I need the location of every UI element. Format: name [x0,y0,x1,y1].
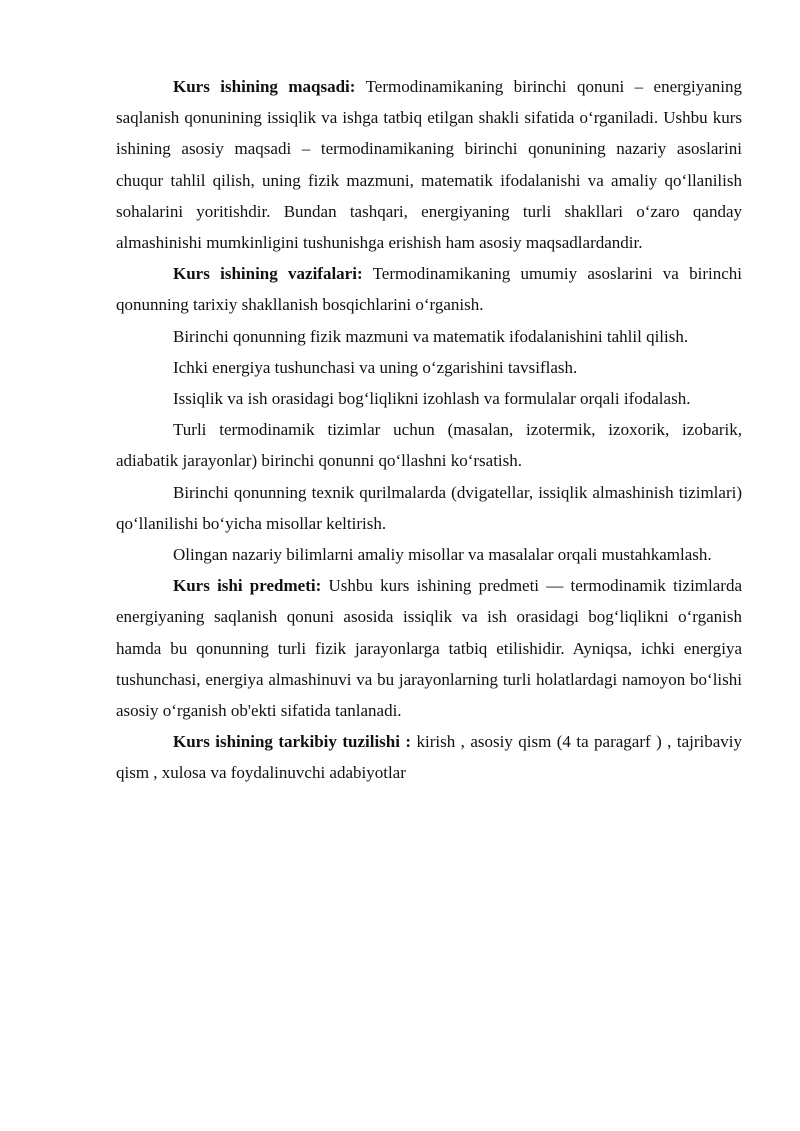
task-item [116,352,742,383]
task-item [116,414,742,476]
task-text: Birinchi qonunning fizik mazmuni va matematik ifodalanishini tahlil qilish. [173,326,689,346]
task-item [116,539,742,570]
heading-tuzilishi: Kurs ishining tarkibiy tuzilishi : [173,732,412,752]
heading-predmeti: Kurs ishi predmeti: [173,576,322,596]
paragraph-maqsadi [116,71,742,258]
task-item [116,321,742,352]
task-text: Birinchi qonunning texnik qurilmalarda (dvigatellar, issiqlik almashinish tizimlari) qo‘llanilishi bo‘yicha misollar keltirish. [116,482,742,533]
task-text: Olingan nazariy bilimlarni amaliy misollar va masalalar orqali mustahkamlash. [173,545,712,565]
text-predmeti: Ushbu kurs ishining predmeti — termodinamik tizimlarda energiyaning saqlanish qonuni asosida issiqlik va ish orasidagi bog‘liqlikni o‘rganish hamda bu qonunning turli fizik jarayonlarga tatbiq etilishidir. Ayniqsa, ichki energiya tushunchasi, energiya almashinuvi va bu jarayonlarning turli holatlardagi namoyon bo‘lishi asosiy o‘rganish ob'ekti sifatida tanlanadi. [116,576,742,721]
task-text: Issiqlik va ish orasidagi bog‘liqlikni izohlash va formulalar orqali ifodalash. [173,389,691,409]
paragraph-predmeti [116,570,742,726]
heading-vazifalari: Kurs ishining vazifalari: [173,264,363,284]
task-item [116,383,742,414]
task-text: Turli termodinamik tizimlar uchun (masalan, izotermik, izoxorik, izobarik, adiabatik jarayonlar) birinchi qonunni qo‘llashni ko‘rsatish. [116,420,742,471]
text-tuzilishi: kirish , asosiy qism (4 ta paragarf ) , tajribaviy qism , xulosa va foydalinuvchi adabiyotlar [116,732,743,783]
paragraph-vazifalari [116,258,742,320]
task-text: Ichki energiya tushunchasi va uning o‘zgarishini tavsiflash. [173,357,578,377]
text-vazifalari: Termodinamikaning umumiy asoslarini va birinchi qonunning tarixiy shakllanish bosqichlarini o‘rganish. [116,264,742,315]
task-item [116,477,742,539]
paragraph-tuzilishi [116,726,742,788]
heading-maqsadi: Kurs ishining maqsadi: [173,77,356,96]
text-maqsadi: Termodinamikaning birinchi qonuni – energiyaning saqlanish qonunining issiqlik va ishga tatbiq etilgan shakli sifatida o‘rganiladi. Ushbu kurs ishining asosiy maqsadi – termodinamikaning birinchi qonunining nazariy asoslarini chuqur tahlil qilish, uning fizik mazmuni, matematik ifodalanishi va amaliy qo‘llanilish sohalarini yoritishdir. Bundan tashqari, energiyaning turli shakllari o‘zaro qanday almashinishi mumkinligini tushunishga erishish ham asosiy maqsadlardandir. [116,77,742,253]
